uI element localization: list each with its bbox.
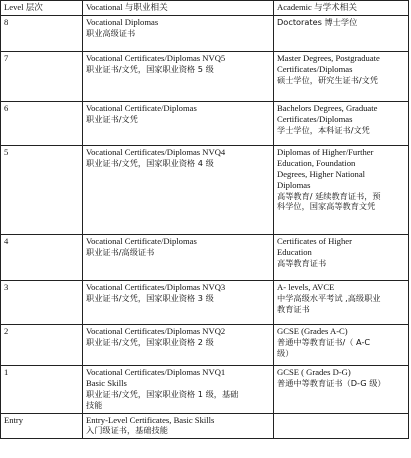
academic-line: 硕士学位，研究生证书/文凭	[277, 74, 379, 85]
vocational-line: 职业证书/文凭，国家职业资格 1 级，基础	[86, 388, 239, 399]
academic-cell	[274, 413, 409, 439]
academic-cell	[274, 365, 409, 413]
table-row	[1, 145, 409, 234]
vocational-line: Vocational Certificate/Diplomas	[86, 102, 197, 113]
vocational-line: 技能	[86, 399, 103, 410]
vocational-line: Entry-Level Certificates, Basic Skills	[86, 414, 215, 425]
academic-line: 级）	[277, 347, 294, 358]
academic-cell	[274, 280, 409, 324]
academic-cell	[274, 15, 409, 51]
academic-line: Education, Foundation	[277, 157, 356, 168]
academic-line: A- levels, AVCE	[277, 281, 335, 292]
academic-line: Certificates of Higher	[277, 235, 352, 246]
table-row	[1, 234, 409, 280]
vocational-line: Vocational Certificate/Diplomas	[86, 235, 197, 246]
table-row	[1, 280, 409, 324]
vocational-cell	[83, 145, 274, 234]
academic-cell	[274, 324, 409, 365]
vocational-line: 入门级证书，基础技能	[86, 425, 168, 436]
academic-line: 高等教育证书	[277, 257, 327, 268]
level-cell: 7	[1, 51, 83, 101]
header-row	[1, 1, 409, 16]
vocational-cell	[83, 15, 274, 51]
vocational-line: 职业证书/文凭	[86, 113, 138, 124]
academic-line: 学士学位，本科证书/文凭	[277, 124, 370, 135]
vocational-line: 职业证书/文凭，国家职业资格 4 级	[86, 157, 214, 168]
academic-line: Diplomas	[277, 179, 311, 190]
vocational-line: Vocational Certificates/Diplomas NVQ2	[86, 325, 226, 336]
header-level: Level 层次	[1, 1, 83, 16]
table-row	[1, 101, 409, 145]
level-cell: Entry	[1, 413, 83, 439]
academic-cell	[274, 145, 409, 234]
vocational-line: Vocational Certificates/Diplomas NVQ4	[86, 146, 226, 157]
academic-cell	[274, 234, 409, 280]
vocational-cell	[83, 324, 274, 365]
vocational-cell	[83, 234, 274, 280]
academic-line: GCSE ( Grades D-G)	[277, 366, 351, 377]
academic-cell	[274, 101, 409, 145]
vocational-cell	[83, 51, 274, 101]
vocational-line: Vocational Diplomas	[86, 16, 159, 27]
level-cell: 4	[1, 234, 83, 280]
academic-line: 普通中等教育证书/（ A-C	[277, 336, 371, 347]
table-row	[1, 51, 409, 101]
vocational-line: Vocational Certificates/Diplomas NVQ5	[86, 52, 226, 63]
vocational-line: Vocational Certificates/Diplomas NVQ1	[86, 366, 226, 377]
level-cell: 5	[1, 145, 83, 234]
level-cell: 6	[1, 101, 83, 145]
table-row	[1, 365, 409, 413]
level-cell: 8	[1, 15, 83, 51]
academic-line: Certificates/Diplomas	[277, 63, 353, 74]
level-cell: 1	[1, 365, 83, 413]
academic-line: Certificates/Diplomas	[277, 113, 353, 124]
table-row	[1, 15, 409, 51]
vocational-line: 职业证书/文凭，国家职业资格 5 级	[86, 63, 214, 74]
academic-line: 教育证书	[277, 303, 310, 314]
level-cell: 2	[1, 324, 83, 365]
academic-line: Education	[277, 246, 312, 257]
academic-line: Diplomas of Higher/Further	[277, 146, 374, 157]
vocational-line: 职业高级证书	[86, 27, 136, 38]
academic-line: 科学位，国家高等教育文凭	[277, 201, 376, 212]
table-row	[1, 413, 409, 439]
vocational-line: 职业证书/高级证书	[86, 246, 155, 257]
vocational-line: Basic Skills	[86, 377, 127, 388]
vocational-line: 职业证书/文凭，国家职业资格 2 级	[86, 336, 214, 347]
level-cell: 3	[1, 280, 83, 324]
vocational-line: Vocational Certificates/Diplomas NVQ3	[86, 281, 226, 292]
vocational-cell	[83, 413, 274, 439]
academic-line: Master Degrees, Postgraduate	[277, 52, 380, 63]
academic-line: GCSE (Grades A-C)	[277, 325, 348, 336]
academic-line: 普通中等教育证书（D-G 级）	[277, 377, 386, 388]
academic-line: Degrees, Higher National	[277, 168, 366, 179]
table-row	[1, 324, 409, 365]
header-academic: Academic 与学术相关	[274, 1, 409, 16]
academic-line: Doctorates 博士学位	[277, 16, 358, 27]
vocational-cell	[83, 280, 274, 324]
academic-line: 高等教育/ 延续教育证书，预	[277, 190, 381, 201]
vocational-cell	[83, 365, 274, 413]
academic-line: Bachelors Degrees, Graduate	[277, 102, 378, 113]
academic-line: 中学高级水平考试 ,高级职业	[277, 292, 381, 303]
vocational-line: 职业证书/文凭，国家职业资格 3 级	[86, 292, 214, 303]
header-vocational: Vocational 与职业相关	[83, 1, 274, 16]
academic-cell	[274, 51, 409, 101]
vocational-cell	[83, 101, 274, 145]
